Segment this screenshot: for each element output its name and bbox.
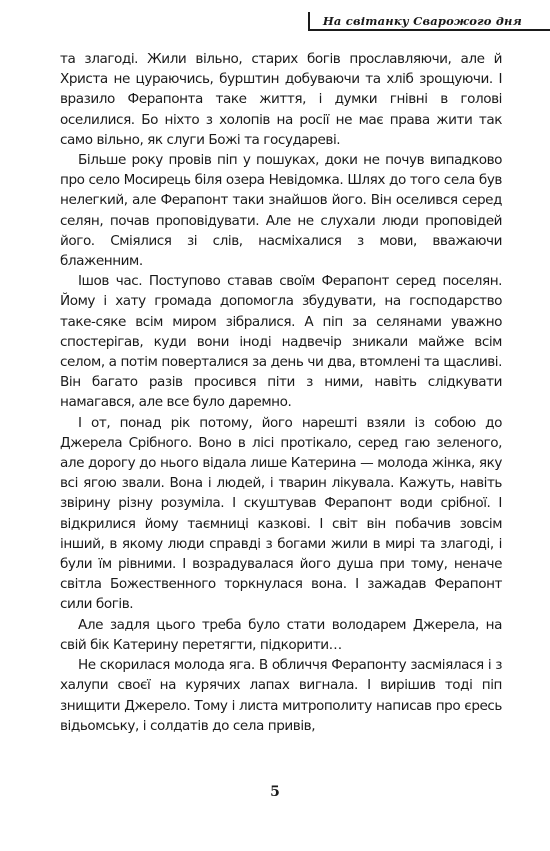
page-number: 5 [270, 784, 280, 800]
paragraph: Не скорилася молода яга. В обличчя Ферапонту засміялася і з халупи своєї на курячих лапах вигнала. І вирішив тоді піп знищити Джерело. Тому і листа митрополиту написав про єресь відьомську, і солдатів до села привів, [60, 657, 502, 734]
paragraph: Більше року провів піп у пошуках, доки не почув випадково про село Мосирець біля озера Невідомка. Шлях до того села був нелегкий, але Ферапонт таки знайшов його. Він оселився серед селян, почав проповідувати. Але не слухали люди проповідей його. Сміялися зі слів, насміхалися з мови, вважаючи блаженним. [60, 152, 502, 270]
header-rule [310, 29, 550, 31]
paragraph: Ішов час. Поступово ставав своїм Ферапонт серед поселян. Йому і хату громада допомогла збудувати, на господарство таке-сяке всім миром зібралися. А піп за селянами уважно спостерігав, куди вони іноді надвечір зникали майже всім селом, а потім поверталися за день чи два, втомлені та щасливі. Він багато разів просився піти з ними, навіть слідкувати намагався, але все було даремно. [60, 273, 502, 411]
paragraph-continued: та злагоді. Жили вільно, старих богів прославляючи, але й Христа не цураючись, бурштин добуваючи та хліб зрощуючи. І вразило Ферапонта таке життя, і думки гнівні в голові оселилися. Бо ніхто з холопів на росії не має права жити так само вільно, як слуги Божі та государеві. [60, 51, 502, 148]
running-title: На світанку Сварожого дня [322, 14, 522, 28]
paragraph: І от, понад рік потому, його нарешті взяли із собою до Джерела Срібного. Воно в лісі протікало, серед гаю зеленого, але дорогу до нього відала лише Катерина — молода жінка, яку всі ягою звали. Вона і людей, і тварин лікувала. Кажуть, навіть звірину різну розуміла. І скуштував Ферапонт води срібної. І відкрилися йому таємниці казкові. І світ він побачив зовсім інший, в якому люди справді з богами жили в мирі та злагоді, і були їм рівними. І возрадувалася його душа при тому, неначе світла Божественного торкнулася вона. І зажадав Ферапонт сили богів. [60, 414, 502, 613]
paragraph: Але задля цього треба було стати володарем Джерела, на свій бік Катерину перетягти, підкорити… [60, 616, 502, 653]
body-text [60, 49, 502, 736]
running-header [0, 10, 550, 34]
